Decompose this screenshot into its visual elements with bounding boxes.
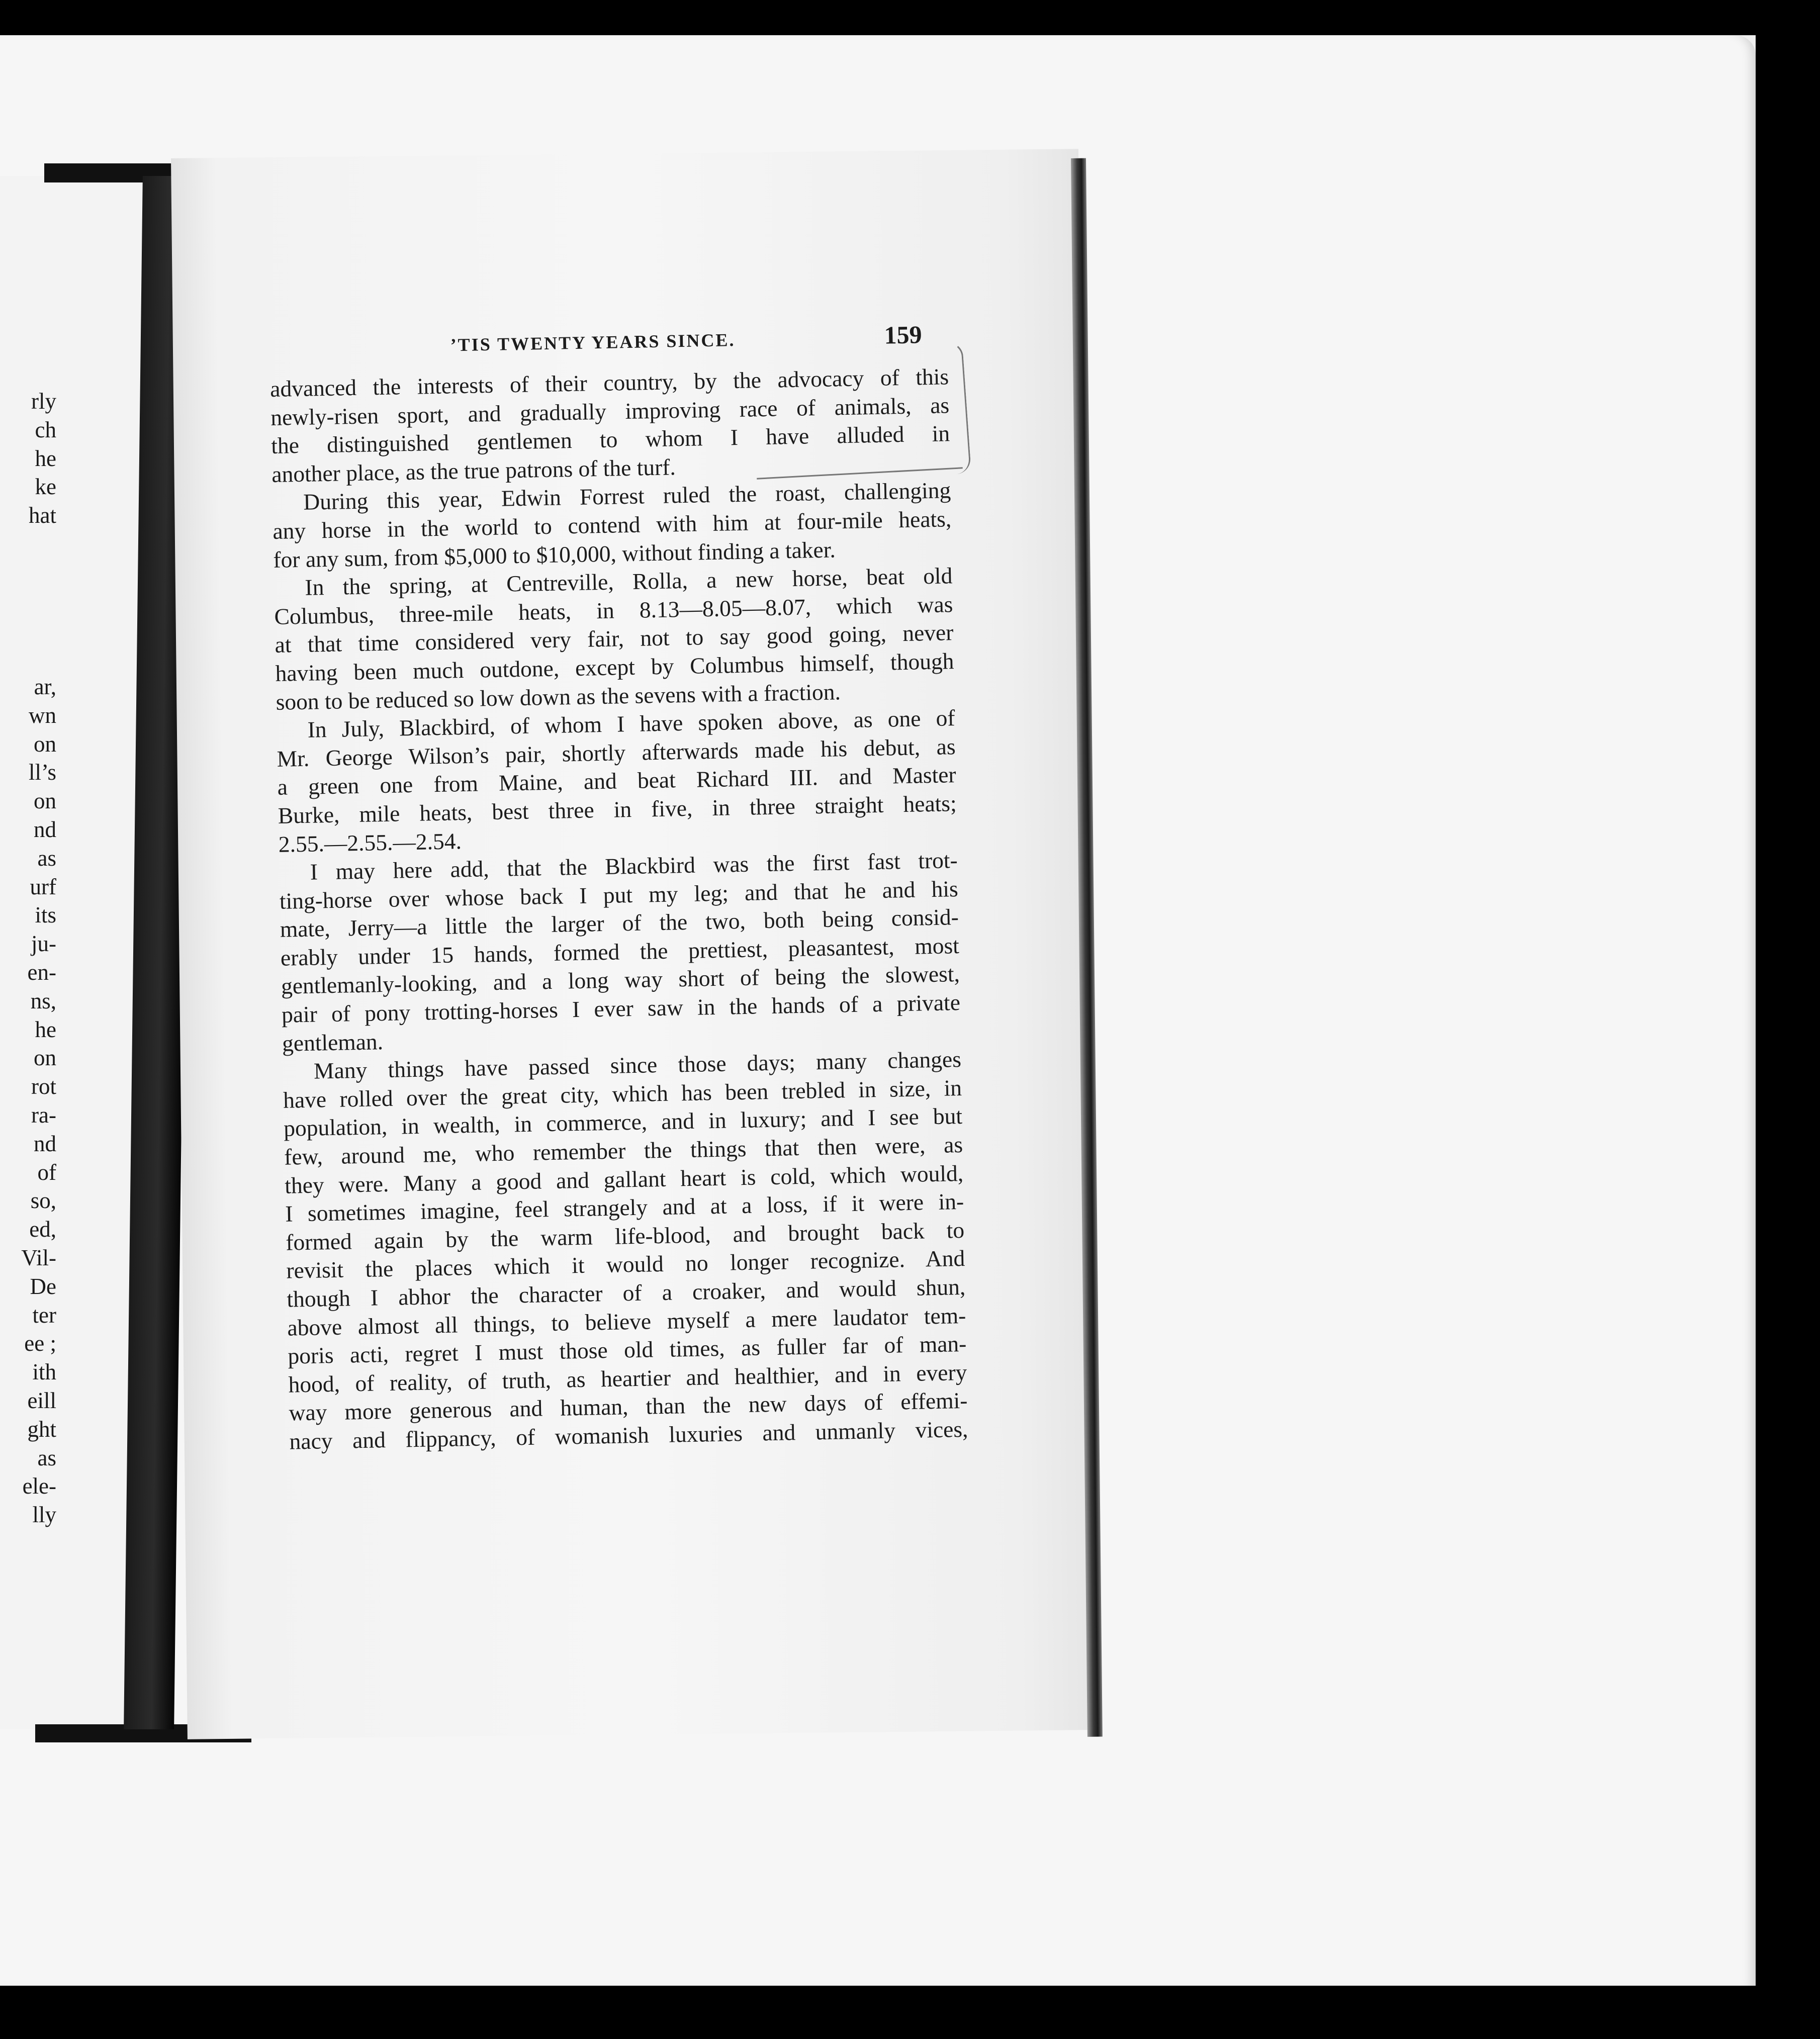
left-fragment: as (37, 1445, 56, 1470)
left-fragment: eill (27, 1387, 56, 1413)
text-line: Columbus, three-mile heats, in 8.13—8.05—8.07, which was (274, 591, 953, 629)
left-fragment: urf (30, 874, 56, 899)
left-fragment: ed, (29, 1217, 56, 1242)
text-line: I may here add, that the Blackbird was the first fast trot- (310, 847, 958, 885)
left-fragment: on (34, 788, 56, 814)
text-line: 2.55.—2.55.—2.54. (278, 827, 462, 857)
left-fragment: on (34, 1045, 56, 1071)
left-fragment: ar, (34, 674, 56, 699)
text-line: hood, of reality, of truth, as heartier and healthier, and in every (288, 1359, 967, 1398)
left-fragment: ith (32, 1359, 56, 1385)
text-line: nacy and flippancy, of womanish luxuries and unmanly vices, (289, 1416, 968, 1454)
left-fragment: hat (29, 503, 56, 528)
running-head-title: ’TIS TWENTY YEARS SINCE. (450, 330, 736, 355)
body-text (270, 362, 968, 1456)
text-line: they were. Many a good and gallant heart is cold, which would, (284, 1160, 964, 1198)
left-fragment: ns, (30, 988, 56, 1013)
left-fragment: he (35, 445, 56, 471)
text-line: for any sum, from $5,000 to $10,000, without finding a taker. (273, 536, 836, 573)
left-fragment: ra- (31, 1102, 56, 1128)
left-fragment: ee ; (24, 1331, 56, 1356)
left-fragment: ele- (22, 1473, 56, 1499)
left-fragment: of (37, 1159, 56, 1185)
text-line: newly-risen sport, and gradually improving race of animals, as (270, 392, 950, 430)
text-line: above almost all things, to believe myself a mere laudator tem- (287, 1302, 966, 1341)
text-line: Burke, mile heats, best three in five, in three straight heats; (278, 790, 957, 828)
left-fragment: ch (35, 417, 56, 442)
left-fragment: ter (32, 1302, 56, 1328)
left-fragment: nd (34, 1131, 56, 1156)
text-line: population, in wealth, in commerce, and in luxury; and I see but (283, 1103, 963, 1142)
left-fragment: he (35, 1016, 56, 1042)
left-fragment: en- (27, 959, 56, 985)
page-text-block (269, 314, 968, 1456)
scan-frame-top (0, 0, 1820, 35)
text-line: few, around me, who remember the things that then were, as (284, 1132, 963, 1170)
text-line: another place, as the true patrons of the turf. (271, 454, 676, 487)
text-line: poris acti, regret I must those old times, as fuller far of man- (288, 1331, 967, 1369)
text-line: Mr. George Wilson’s pair, shortly afterwards made his debut, as (277, 733, 956, 772)
text-line: Many things have passed since those days; many changes (313, 1046, 962, 1084)
left-fragment: as (37, 845, 56, 871)
text-line: way more generous and human, than the new days of effemi- (289, 1387, 968, 1426)
left-fragment: lly (32, 1502, 56, 1528)
text-line: have rolled over the great city, which has been trebled in size, in (283, 1074, 962, 1113)
text-line: soon to be reduced so low down as the sevens with a fraction. (276, 678, 841, 715)
left-fragment: nd (34, 816, 56, 842)
left-fragment: ght (27, 1416, 56, 1442)
text-line: In the spring, at Centreville, Rolla, a new horse, beat old (305, 563, 953, 600)
left-fragment: De (30, 1273, 56, 1299)
text-line: advanced the interests of their country, by the advocacy of this (269, 363, 949, 402)
page-number: 159 (883, 320, 923, 349)
text-line: pair of pony trotting-horses I ever saw in the hands of a private (281, 989, 961, 1028)
text-line: at that time considered very fair, not to say good going, never (275, 619, 954, 658)
text-line: In July, Blackbird, of whom I have spoken above, as one of (307, 705, 955, 743)
text-line: erably under 15 hands, formed the prettiest, pleasantest, most (280, 932, 960, 971)
left-fragment: rot (31, 1074, 56, 1099)
text-line: During this year, Edwin Forrest ruled the roast, challenging (303, 477, 951, 515)
left-fragment: on (34, 731, 56, 757)
text-line: gentlemanly-looking, and a long way short of being the slowest, (281, 961, 960, 999)
text-line: ting-horse over whose back I put my leg; and that he and his (279, 875, 959, 914)
text-line: revisit the places which it would no longer recognize. And (286, 1245, 965, 1284)
left-page-text-fragments (0, 387, 56, 1529)
left-fragment: its (35, 902, 56, 928)
left-fragment: Vil- (21, 1245, 56, 1270)
left-fragment: ju- (31, 931, 56, 957)
text-line: the distinguished gentlemen to whom I have alluded in (270, 420, 950, 459)
left-fragment: ke (35, 474, 56, 500)
text-line: any horse in the world to contend with him at four-mile heats, (272, 506, 952, 544)
scan-frame-bottom (0, 1986, 1820, 2039)
text-line: formed again by the warm life-blood, and brought back to (285, 1217, 965, 1255)
text-line: having been much outdone, except by Columbus himself, though (275, 648, 954, 686)
text-line: mate, Jerry—a little the larger of the two, both being consid- (280, 904, 959, 943)
text-line: gentleman. (282, 1028, 384, 1056)
text-line: I sometimes imagine, feel strangely and at a loss, if it were in- (285, 1188, 964, 1227)
left-fragment-gap (0, 530, 56, 673)
left-fragment: ll’s (28, 760, 56, 785)
left-fragment: wn (29, 702, 56, 728)
left-fragment: rly (31, 389, 56, 414)
text-line: though I abhor the character of a croaker, and would shun, (286, 1273, 966, 1312)
scan-frame-right (1756, 0, 1820, 2039)
left-fragment: so, (30, 1188, 56, 1214)
text-line: a green one from Maine, and beat Richard III. and Master (277, 762, 957, 800)
